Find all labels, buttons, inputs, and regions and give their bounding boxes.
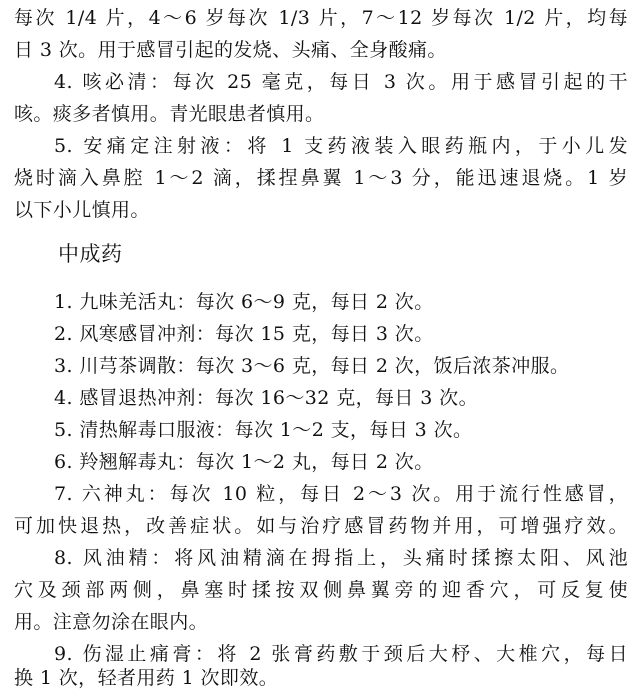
text-line: 换 1 次，轻者用药 1 次即效。 xyxy=(14,667,279,689)
text-line: 用。注意勿涂在眼内。 xyxy=(14,611,209,633)
list-item: 5. 清热解毒口服液：每次 1～2 支，每日 3 次。 xyxy=(54,419,473,441)
text-line: 可加快退热，改善症状。如与治疗感冒药物并用，可增强疗效。 xyxy=(14,515,628,537)
text-line: 以下小儿慎用。 xyxy=(14,199,150,221)
section-heading: 中成药 xyxy=(58,242,123,266)
text-line: 穴及颈部两侧，鼻塞时揉按双侧鼻翼旁的迎香穴，可反复使 xyxy=(14,579,628,601)
text-line: 4. 咳必清：每次 25 毫克，每日 3 次。用于感冒引起的干 xyxy=(54,71,628,93)
list-item: 1. 九味羌活丸：每次 6～9 克，每日 2 次。 xyxy=(54,291,434,313)
text-line: 每次 1/4 片，4～6 岁每次 1/3 片，7～12 岁每次 1/2 片，均每 xyxy=(14,7,628,29)
list-item: 7. 六神丸：每次 10 粒，每日 2～3 次。用于流行性感冒， xyxy=(54,483,628,505)
text-line: 5. 安痛定注射液：将 1 支药液装入眼药瓶内，于小儿发 xyxy=(54,135,628,157)
list-item: 6. 羚翘解毒丸：每次 1～2 丸，每日 2 次。 xyxy=(54,451,434,473)
list-item: 8. 风油精：将风油精滴在拇指上，头痛时揉擦太阳、风池 xyxy=(54,547,628,569)
text-line: 烧时滴入鼻腔 1～2 滴，揉捏鼻翼 1～3 分，能迅速退烧。1 岁 xyxy=(14,167,628,189)
text-line: 咳。痰多者慎用。青光眼患者慎用。 xyxy=(14,103,325,125)
list-item: 3. 川芎茶调散：每次 3～6 克，每日 2 次，饭后浓茶冲服。 xyxy=(54,355,570,377)
list-item: 4. 感冒退热冲剂：每次 16～32 克，每日 3 次。 xyxy=(54,387,478,409)
list-item: 2. 风寒感冒冲剂：每次 15 克，每日 3 次。 xyxy=(54,323,434,345)
text-line: 日 3 次。用于感冒引起的发烧、头痛、全身酸痛。 xyxy=(14,39,447,61)
list-item: 9. 伤湿止痛膏：将 2 张膏药敷于颈后大杼、大椎穴，每日 xyxy=(54,643,628,665)
